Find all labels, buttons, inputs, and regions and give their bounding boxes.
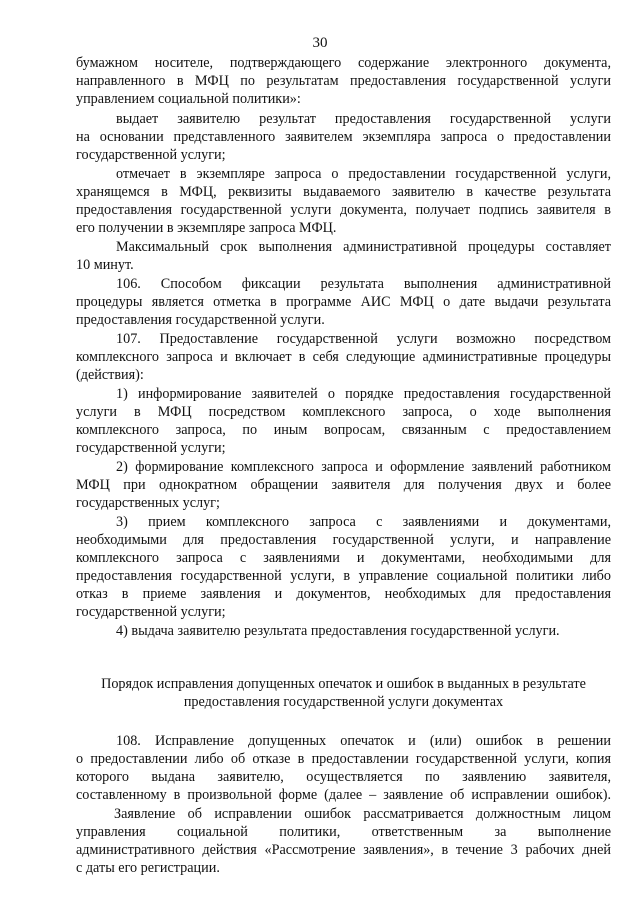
text-line: (действия): <box>76 367 144 383</box>
text-line: 107. Предоставление государственной услуги возможно посредством <box>116 331 611 347</box>
text-line: составленному в произвольной форме (далее – заявление об исправлении ошибок). <box>76 787 611 803</box>
text-line: государственной услуги; <box>76 440 226 456</box>
text-line: необходимыми для предоставления государственной услуги, и направление <box>76 532 611 548</box>
text-line: предоставления государственной услуги, в управление социальной политики либо <box>76 568 611 584</box>
text-line: на основании представленного заявителем экземпляра запроса о предоставлении <box>76 129 611 145</box>
text-line: Максимальный срок выполнения административной процедуры составляет <box>116 239 611 255</box>
text-line: государственной услуги; <box>76 604 226 620</box>
text-line: 10 минут. <box>76 257 134 273</box>
text-line: его получении в экземпляре запроса МФЦ. <box>76 220 337 236</box>
text-line: 4) выдача заявителю результата предоставления государственной услуги. <box>116 623 560 639</box>
text-line: хранящемся в МФЦ, реквизиты выдаваемого заявителю в качестве результата <box>76 184 611 200</box>
text-line: предоставления государственной услуги документа, получает подпись заявителя в <box>76 202 611 218</box>
text-line: 3) прием комплексного запроса с заявлениями и документами, <box>116 514 611 530</box>
text-line: отмечает в экземпляре запроса о предоставлении государственной услуги, <box>116 166 611 182</box>
text-line: процедуры является отметка в программе АИС МФЦ о дате выдачи результата <box>76 294 611 310</box>
text-line: государственных услуг; <box>76 495 220 511</box>
text-line: услуги в МФЦ посредством комплексного запроса, о ходе выполнения <box>76 404 611 420</box>
page-number: 30 <box>312 35 328 51</box>
text-line: которого выдана заявителю, осуществляется по заявлению заявителя, <box>76 769 611 785</box>
section-heading: Порядок исправления допущенных опечаток и ошибок в выданных в результате <box>101 676 586 692</box>
text-line: управлением социальной политики»: <box>76 91 301 107</box>
section-heading: предоставления государственной услуги документах <box>183 694 504 710</box>
text-line: комплексного запроса с заявлениями и документами, необходимыми для <box>76 550 611 566</box>
text-line: управления социальной политики, ответственным за выполнение <box>76 824 611 840</box>
text-line: отказ в приеме заявления и документов, необходимых для предоставления <box>76 586 611 602</box>
text-line: Заявление об исправлении ошибок рассматривается должностным лицом <box>114 806 611 822</box>
text-line: МФЦ при однократном обращении заявителя для получения двух и более <box>76 477 611 493</box>
text-line: 108. Исправление допущенных опечаток и (или) ошибок в решении <box>116 733 611 749</box>
text-line: выдает заявителю результат предоставления государственной услуги <box>116 111 611 127</box>
text-line: бумажном носителе, подтверждающего содержание электронного документа, <box>76 55 611 71</box>
text-line: государственной услуги; <box>76 147 226 163</box>
text-line: комплексного запроса, по иным вопросам, связанным с предоставлением <box>76 422 611 438</box>
text-line: 2) формирование комплексного запроса и оформление заявлений работником <box>116 459 611 475</box>
text-line: административного действия «Рассмотрение заявления», в течение 3 рабочих дней <box>76 842 611 858</box>
text-line: предоставления государственной услуги. <box>76 312 325 328</box>
text-line: 106. Способом фиксации результата выполнения административной <box>116 276 611 292</box>
text-line: с даты его регистрации. <box>76 860 220 876</box>
text-line: о предоставлении либо об отказе в предоставлении государственной услуги, копия <box>76 751 611 767</box>
text-line: направленного в МФЦ по результатам предоставления государственной услуги <box>76 73 611 89</box>
text-line: комплексного запроса и включает в себя следующие административные процедуры <box>76 349 611 365</box>
text-line: 1) информирование заявителей о порядке предоставления государственной <box>116 386 611 402</box>
